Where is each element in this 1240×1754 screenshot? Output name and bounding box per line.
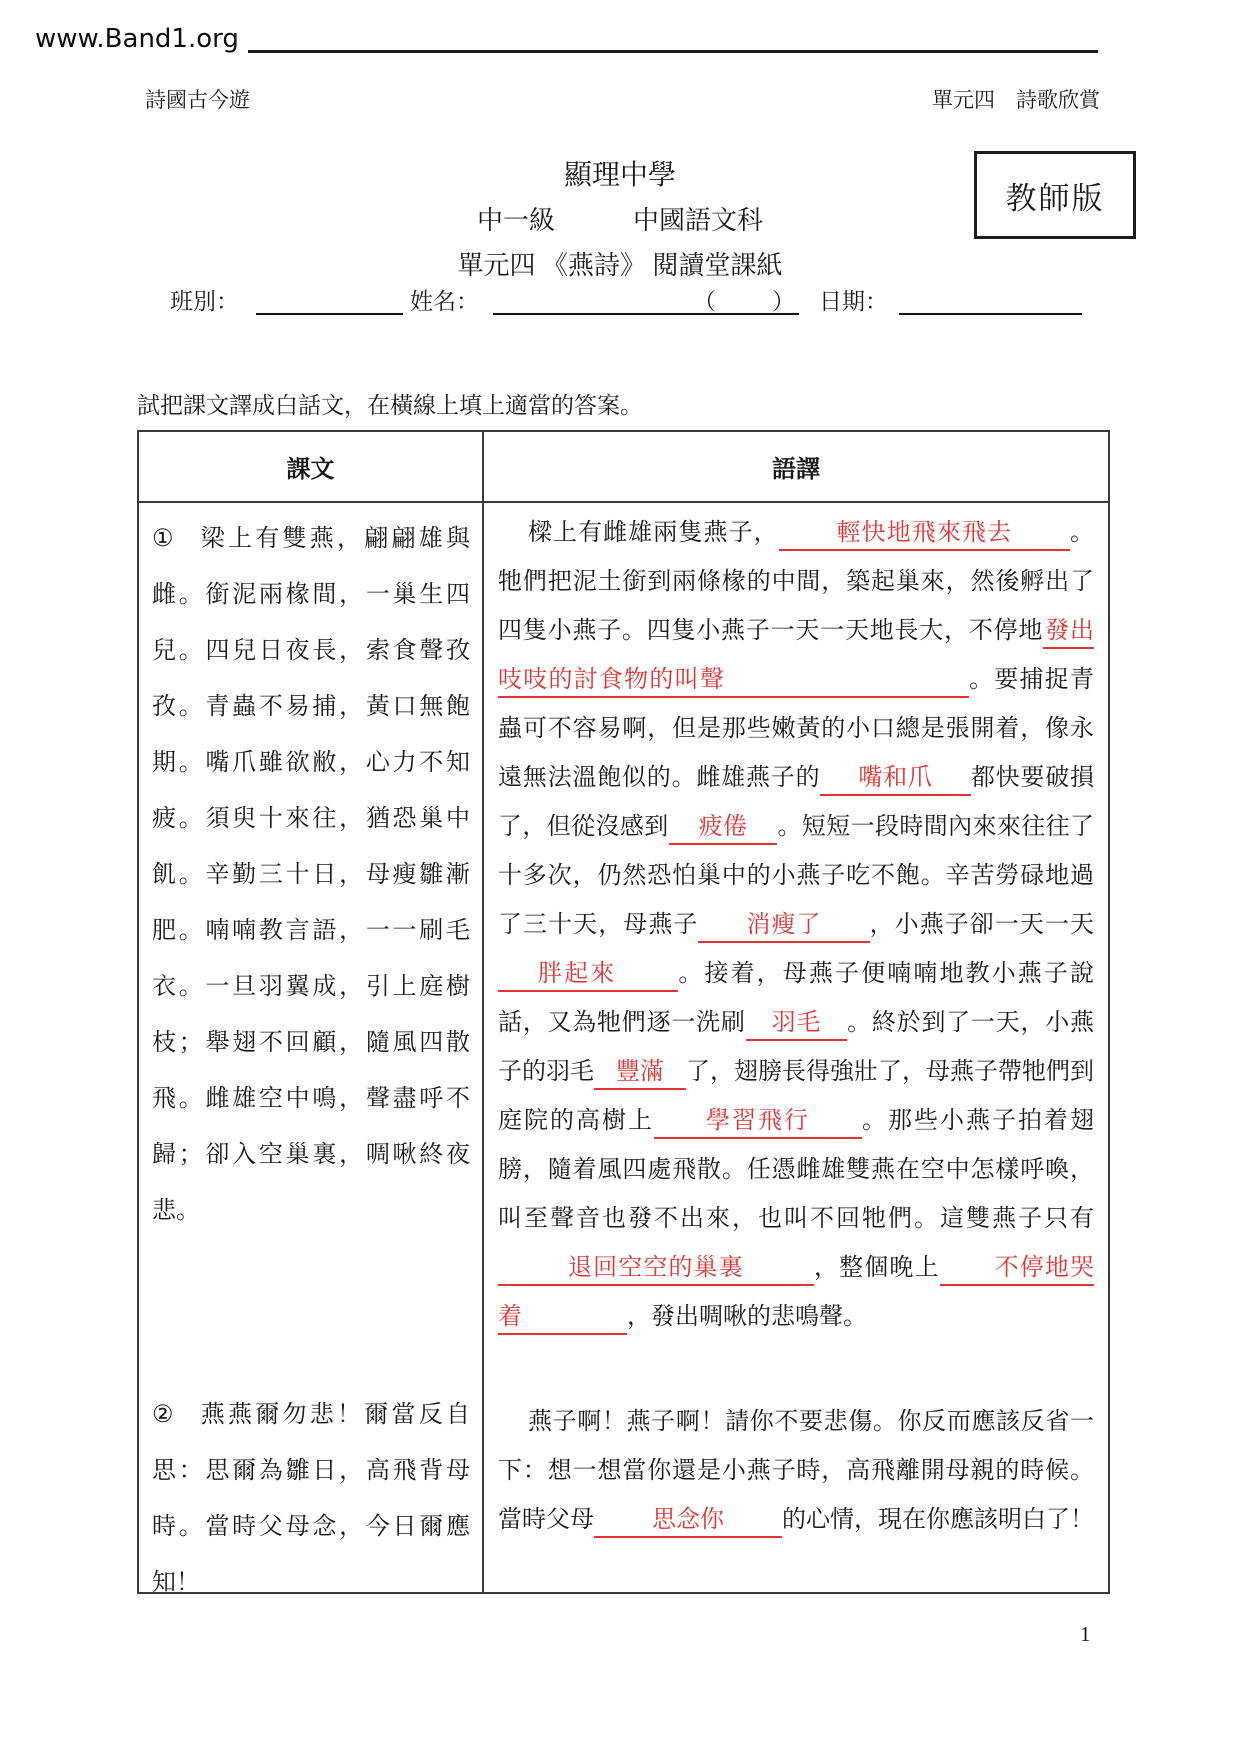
teacher-edition-badge <box>974 151 1136 239</box>
table-header-row <box>139 432 1108 503</box>
answer-blank: 退回空空的巢裏 <box>498 1255 814 1286</box>
source-paragraph-1: ① 梁上有雙燕，翩翩雄與雌。銜泥兩椽間，一巢生四兒。四兒日夜長，索食聲孜孜。青蟲不易捕，黃口無飽期。嘴爪雖欲敝，心力不知疲。須臾十來往，猶恐巢中飢。辛勤三十日，母瘦雛漸肥。喃喃教言語，一一刷毛衣。一旦羽翼成，引上庭樹枝；舉翅不回顧，隨風四散飛。雌雄空中鳴，聲盡呼不歸；卻入空巢裏，啁啾終夜悲。 <box>152 526 471 1224</box>
source-cell <box>139 503 482 1596</box>
subject-label: 中國語文科 <box>633 206 764 235</box>
date-label: 日期： <box>819 289 888 314</box>
date-blank <box>899 281 1082 315</box>
site-logo-text: www.Band1.org <box>35 24 239 54</box>
header-rule <box>248 50 1098 53</box>
class-label: 班別： <box>170 289 239 314</box>
answer-blank: 不停地哭着 <box>498 1255 1094 1335</box>
instruction-text: 試把課文譯成白話文，在橫線上填上適當的答案。 <box>137 393 643 418</box>
answer-blank: 思念你 <box>594 1507 782 1538</box>
answer-blank: 豐滿 <box>594 1059 686 1090</box>
page-number: 1 <box>1080 1622 1091 1646</box>
table-body-row <box>139 503 1108 1596</box>
translation-paragraph-1: 樑上有雌雄兩隻燕子， 輕快地飛來飛去 。牠們把泥土銜到兩條椽的中間，築起巢來，然後孵出了四隻小燕子。四隻小燕子一天一天地長大，不停地發出吱吱的討食物的叫聲 。要捕捉青蟲可不容易啊，但是那些嫩黃的小口總是張開着，像永遠無法溫飽似的。雌雄燕子的 嘴和爪 都快要破損了，但從沒感到 疲倦 。短短一段時間內來來往往了十多次，仍然恐怕巢中的小燕子吃不飽。辛苦勞碌地過了三十天，母燕子 消瘦了 ，小燕子卻一天一天胖起來 。接着，母燕子便喃喃地教小燕子說話，又為牠們逐一洗刷 羽毛 。終於到了一天，小燕子的羽毛 豐滿 了，翅膀長得強壯了，母燕子帶牠們到庭院的高樹上 學習飛行 。那些小燕子拍着翅膀，隨着風四處飛散。任憑雌雄雙燕在空中怎樣呼喚，叫至聲音也發不出來，也叫不回牠們。這雙燕子只有退回空空的巢裏 ，整個晚上 不停地哭着 ，發出啁啾的悲鳴聲。 <box>498 509 1094 1342</box>
class-number-paren-close: ） <box>772 289 795 314</box>
name-blank <box>493 281 799 315</box>
answer-blank: 疲倦 <box>669 814 778 845</box>
answer-blank: 發出吱吱的討食物的叫聲 <box>498 618 1094 698</box>
paragraph-marker: ① <box>152 526 177 552</box>
translation-cell <box>482 503 1108 1592</box>
translation-table <box>137 430 1110 1594</box>
column-header-source: 課文 <box>286 457 335 483</box>
answer-blank: 學習飛行 <box>654 1108 862 1139</box>
answer-blank: 羽毛 <box>746 1010 848 1041</box>
unit-title: 單元四 《燕詩》 閱讀堂課紙 <box>457 251 783 280</box>
doc-header-left: 詩國古今遊 <box>145 88 250 112</box>
answer-blank: 消瘦了 <box>698 912 869 943</box>
student-info-row <box>0 283 1240 323</box>
name-label: 姓名： <box>410 289 479 314</box>
translation-paragraph-2: 燕子啊！燕子啊！請你不要悲傷。你反而應該反省一下：想一想當你還是小燕子時，高飛離開母親的時候。當時父母 思念你 的心情，現在你應該明白了！ <box>498 1398 1094 1545</box>
answer-blank: 輕快地飛來飛去 <box>779 520 1070 551</box>
paragraph-marker: ② <box>152 1402 177 1428</box>
grade-label: 中一級 <box>476 206 555 235</box>
answer-blank: 嘴和爪 <box>820 765 970 796</box>
source-paragraph-2: ② 燕燕爾勿悲！爾當反自思：思爾為雛日，高飛背母時。當時父母念，今日爾應知！ <box>152 1402 471 1596</box>
column-header-translation: 語譯 <box>482 432 1108 501</box>
class-blank <box>256 281 403 315</box>
answer-blank: 胖起來 <box>498 961 678 992</box>
school-name: 顯理中學 <box>563 160 676 191</box>
doc-header-right: 單元四 詩歌欣賞 <box>932 88 1100 112</box>
teacher-edition-label: 教師版 <box>1005 180 1105 216</box>
class-number-paren-open: （ <box>693 289 716 314</box>
